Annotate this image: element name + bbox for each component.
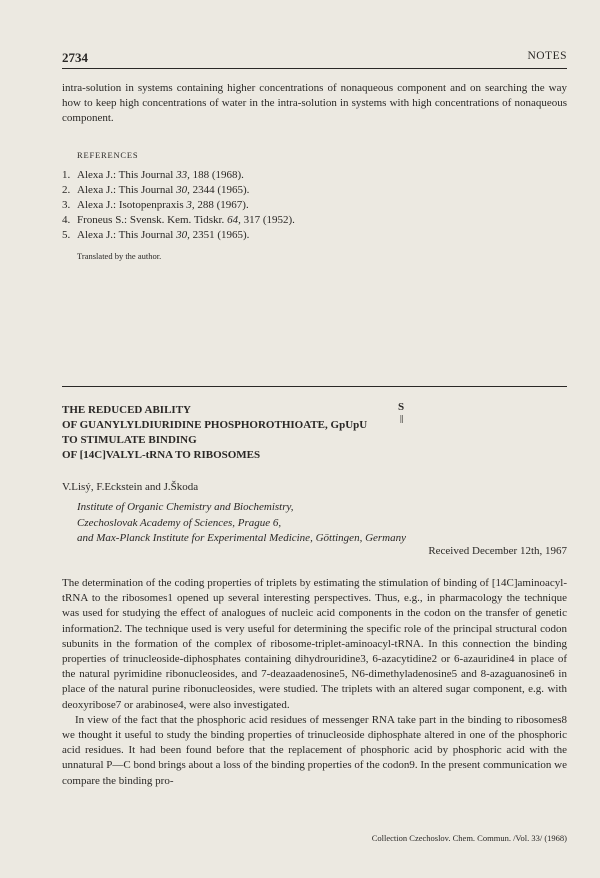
- thio-sulfur-label: S: [398, 401, 405, 413]
- header-rule: [62, 68, 567, 69]
- translation-note: Translated by the author.: [77, 251, 162, 261]
- running-header: [62, 50, 567, 66]
- reference-item: 2. Alexa J.: This Journal 30, 2344 (1965).: [62, 184, 250, 196]
- thio-double-bond: ||: [400, 414, 404, 423]
- title-line: TO STIMULATE BINDING: [62, 434, 197, 446]
- article-title: [62, 403, 567, 463]
- article-separator-rule: [62, 386, 567, 387]
- affiliation: Institute of Organic Chemistry and Biochemistry, Czechoslovak Academy of Sciences, Prague 6, and Max-Planck Institute for Experimental Medicine, Göttingen, Germany: [77, 501, 406, 544]
- reference-item: 5. Alexa J.: This Journal 30, 2351 (1965).: [62, 229, 250, 241]
- reference-item: 1. Alexa J.: This Journal 33, 188 (1968).: [62, 169, 244, 181]
- intro-paragraph: intra-solution in systems containing higher concentrations of nonaqueous component and on searching the way how to keep high concentrations of water in the intra-solution in systems with high concentrations of nonaqueous component.: [62, 82, 567, 125]
- references-heading: REFERENCES: [77, 150, 139, 160]
- title-line: THE REDUCED ABILITY: [62, 404, 191, 416]
- article-body: [62, 576, 567, 789]
- reference-item: 4. Froneus S.: Svensk. Kem. Tidskr. 64, 317 (1952).: [62, 214, 295, 226]
- page-number: 2734: [62, 50, 88, 65]
- title-line: OF [14C]VALYL-tRNA TO RIBOSOMES: [62, 449, 261, 461]
- body-paragraph: In view of the fact that the phosphoric acid residues of messenger RNA take part in the binding to ribosomes8 we thought it useful to study the binding properties of trinucleoside diphosphate altered in one of the phosphoric acid residues. It had been found before that the replacement of phosphoric acid by phosphoric acid with the unnatural P—C bond brings about a loss of the binding properties of the codon9. In the present communication we compare the binding pro-: [62, 713, 567, 787]
- journal-footer: Collection Czechoslov. Chem. Commun. /Vol. 33/ (1968): [371, 833, 567, 843]
- section-label: NOTES: [527, 50, 567, 62]
- received-date: Received December 12th, 1967: [428, 545, 567, 557]
- body-paragraph: The determination of the coding properties of triplets by estimating the stimulation of binding of [14C]aminoacyl-tRNA to the ribosomes1 opened up several interesting perspectives. Thus, e.g., in pharmacology the technique was used for studying the effect of analogues of nucleic acid components in the codon on the transfer of genetic information2. The technique used is very useful for determining the specific role of the principal structural codon subunits in the formation of the complex of ribosome-triplet-aminoacyl-tRNA. In this connection the binding properties of trinucleoside-diphosphates containing dihydrouridine3, 6-azacytidine2 or 6-azauridine4 in place of the natural pyrimidine ribonucleosides, and 7-deazaadenosine5, N6-dimethyladenosine5 and 8-azaguanosine6 in place of the natural purine ribonucleosides, were studied. The triplets with an altered sugar component, e.g. with deoxyribose7 or arabinose4, were also investigated.: [62, 577, 567, 711]
- authors: V.Lisý, F.Eckstein and J.Škoda: [62, 481, 199, 493]
- reference-list: [62, 168, 482, 243]
- title-line: OF GUANYLYLDIURIDINE PHOSPHOROTHIOATE, GpUpU: [62, 419, 368, 431]
- reference-item: 3. Alexa J.: Isotopenpraxis 3, 288 (1967).: [62, 199, 249, 211]
